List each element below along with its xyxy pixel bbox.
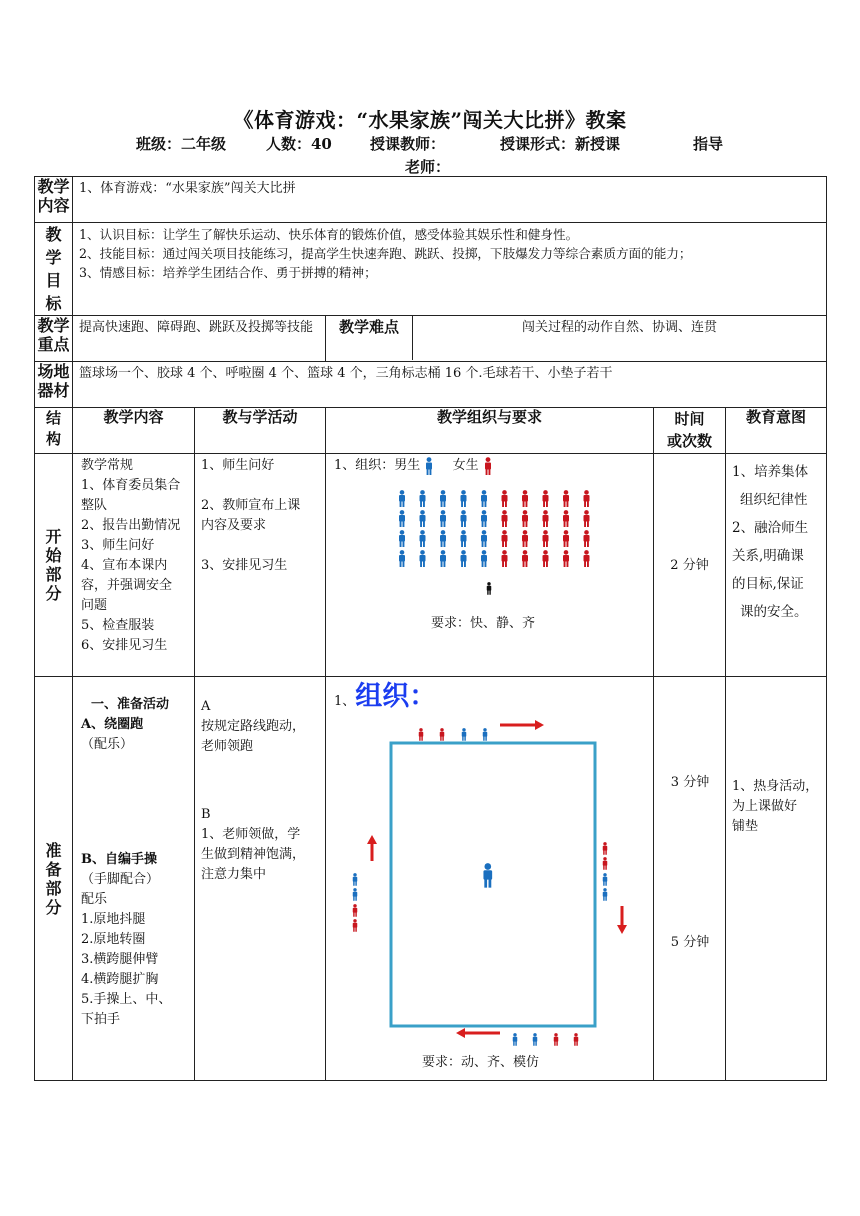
female-student-icon — [502, 510, 508, 527]
arrow-right — [500, 720, 544, 730]
org-male-label: 1、组织：男生 — [334, 458, 421, 473]
male-student-icon — [533, 1033, 538, 1046]
prep-organization — [326, 677, 654, 1081]
class-info: 班级：二年级 — [136, 135, 227, 153]
male-student-icon — [399, 530, 405, 547]
prep-section-title: 一、准备活动 — [91, 697, 170, 712]
male-student-icon — [399, 510, 405, 527]
male-student-icon — [461, 490, 467, 507]
student-count: 人数：40 — [266, 135, 332, 153]
prep-a-title: A、绕圈跑 — [81, 717, 144, 732]
row-key-points — [35, 316, 827, 362]
male-student-icon — [481, 550, 487, 567]
prep-time-a: 3 分钟 — [670, 775, 710, 790]
col-content: 教学内容 — [73, 408, 195, 454]
male-student-icon — [513, 1033, 518, 1046]
male-student-icon — [481, 490, 487, 507]
male-student-icon — [420, 530, 426, 547]
goal-cognitive: 1、认识目标：让学生了解快乐运动、快乐体育的锻炼价值，感受体验其娱乐性和健身性。 — [79, 227, 579, 242]
col-structure: 结 构 — [35, 408, 73, 454]
female-student-icon — [419, 728, 424, 741]
lesson-form: 授课形式：新授课 — [500, 135, 621, 153]
guide-label: 指导 — [693, 135, 724, 153]
male-student-icon — [481, 530, 487, 547]
start-activity: 1、师生问好 2、教师宣布上课 内容及要求 3、安排见习生 — [195, 454, 326, 677]
female-student-icon — [502, 550, 508, 567]
female-student-icon — [554, 1033, 559, 1046]
teacher-icon — [483, 863, 492, 888]
male-student-icon — [461, 550, 467, 567]
male-student-icon — [440, 510, 446, 527]
male-student-icon — [461, 530, 467, 547]
prep-requirement: 要求：动、齐、模仿 — [422, 1055, 540, 1070]
female-student-icon — [522, 490, 528, 507]
male-student-icon — [440, 490, 446, 507]
label-venue: 场地 器材 — [35, 362, 73, 408]
female-student-icon — [584, 530, 590, 547]
female-student-icon — [584, 490, 590, 507]
female-student-icon — [563, 510, 569, 527]
label-start-section: 开 始 部 分 — [35, 454, 73, 677]
label-prep-section: 准 备 部 分 — [35, 677, 73, 1081]
female-student-icon — [502, 530, 508, 547]
row-teaching-content — [35, 177, 827, 223]
female-student-icon — [603, 857, 608, 870]
female-student-icon — [603, 842, 608, 855]
arrow-up — [367, 835, 377, 861]
prep-content: 一、准备活动 A、绕圈跑 （配乐） B、自编手操 （手脚配合） 配乐 1.原地抖腿 2.原地转圈 3.横跨腿伸臂 4.横跨腿扩胸 5.手操上、中、 下拍手 — [73, 677, 195, 1081]
male-student-icon — [424, 457, 434, 475]
col-activity: 教与学活动 — [195, 408, 326, 454]
label-key-points: 教学 重点 — [35, 316, 73, 362]
prep-activity: A 按规定路线跑动， 老师领跑 B 1、老师领做，学 生做到精神饱满， 注意力集中 — [195, 677, 326, 1081]
guide-teacher-label: 老师： — [405, 158, 451, 176]
female-student-icon — [584, 550, 590, 567]
start-organization — [326, 454, 654, 677]
male-student-icon — [353, 888, 358, 901]
female-student-icon — [522, 510, 528, 527]
female-student-icon — [574, 1033, 579, 1046]
teacher-icon — [487, 582, 492, 595]
female-student-icon — [543, 550, 549, 567]
female-student-icon — [522, 550, 528, 567]
female-student-icon — [584, 510, 590, 527]
female-student-icon — [563, 550, 569, 567]
male-student-icon — [440, 550, 446, 567]
female-student-icon — [543, 510, 549, 527]
row-venue — [35, 362, 827, 408]
arrow-left — [456, 1028, 500, 1038]
lesson-plan-table — [34, 176, 827, 1081]
key-points-value: 提高快速跑、障碍跑、跳跃及投掷等技能 — [73, 316, 326, 362]
col-intent: 教育意图 — [726, 408, 827, 454]
row-start-section — [35, 454, 827, 677]
goal-skill: 2、技能目标：通过闯关项目技能练习，提高学生快速奔跑、跳跃、投掷，下肢爆发力等综合素质方面的能力； — [79, 246, 692, 261]
prep-time — [654, 677, 726, 1081]
female-student-icon — [563, 530, 569, 547]
prep-org-title: 组织： — [355, 681, 437, 712]
female-student-icon — [543, 530, 549, 547]
male-student-icon — [440, 530, 446, 547]
label-teaching-content: 教学 内容 — [35, 177, 73, 223]
female-student-icon — [483, 457, 493, 475]
female-student-icon — [440, 728, 445, 741]
male-student-icon — [483, 728, 488, 741]
start-requirement: 要求：快、静、齐 — [431, 616, 536, 631]
male-student-icon — [420, 490, 426, 507]
male-student-icon — [603, 888, 608, 901]
teaching-goals-list — [73, 223, 827, 316]
arrow-down — [617, 906, 627, 934]
female-student-icon — [522, 530, 528, 547]
row-column-headers — [35, 408, 827, 454]
running-field-rect — [391, 743, 595, 1026]
male-student-icon — [603, 873, 608, 886]
female-student-icon — [353, 904, 358, 917]
female-student-icon — [563, 490, 569, 507]
start-time: 2 分钟 — [654, 454, 726, 677]
col-organization: 教学组织与要求 — [326, 408, 654, 454]
start-content: 教学常规 1、体育委员集合 整队 2、报告出勤情况 3、师生问好 4、宣布本课内 容，并强调安全 问题 5、检查服装 6、安排见习生 — [73, 454, 195, 677]
female-student-icon — [353, 919, 358, 932]
start-intent: 1、培养集体 组织纪律性 2、融洽师生 关系,明确课 的目标,保证 课的安全。 — [726, 454, 827, 677]
prep-b-title: B、自编手操 — [81, 852, 157, 867]
goal-affective: 3、情感目标：培养学生团结合作、勇于拼搏的精神； — [79, 265, 377, 280]
teaching-content-value: 1、体育游戏：“水果家族”闯关大比拼 — [73, 177, 827, 223]
male-student-icon — [353, 873, 358, 886]
prep-time-b: 5 分钟 — [670, 935, 710, 950]
female-student-icon — [502, 490, 508, 507]
male-student-icon — [399, 490, 405, 507]
prep-a-note: （配乐） — [81, 737, 134, 752]
venue-value: 篮球场一个、胶球 4 个、呼啦圈 4 个、篮球 4 个，三角标志桶 16 个.毛球若干、小垫子若干 — [73, 362, 827, 408]
male-student-icon — [461, 510, 467, 527]
prep-intent: 1、热身活动， 为上课做好 铺垫 — [726, 677, 827, 1081]
male-student-icon — [420, 510, 426, 527]
start-formation-diagram — [326, 490, 654, 610]
prep-org-number: 1、 — [334, 694, 356, 709]
col-time: 时间 或次数 — [654, 408, 726, 454]
teacher-info: 授课教师： — [370, 135, 446, 153]
label-teaching-goals: 教 学 目 标 — [35, 223, 73, 316]
male-student-icon — [481, 510, 487, 527]
label-difficulty: 教学难点 — [326, 316, 413, 360]
org-female-label: 女生 — [452, 458, 479, 473]
row-teaching-goals — [35, 223, 827, 316]
difficulty-value: 闯关过程的动作自然、协调、连贯 — [522, 320, 718, 335]
male-student-icon — [462, 728, 467, 741]
female-student-icon — [543, 490, 549, 507]
male-student-icon — [420, 550, 426, 567]
prep-field-diagram — [326, 677, 654, 1081]
row-prep-section — [35, 677, 827, 1081]
document-title: 《体育游戏：“水果家族”闯关大比拼》教案 — [233, 108, 627, 132]
male-student-icon — [399, 550, 405, 567]
